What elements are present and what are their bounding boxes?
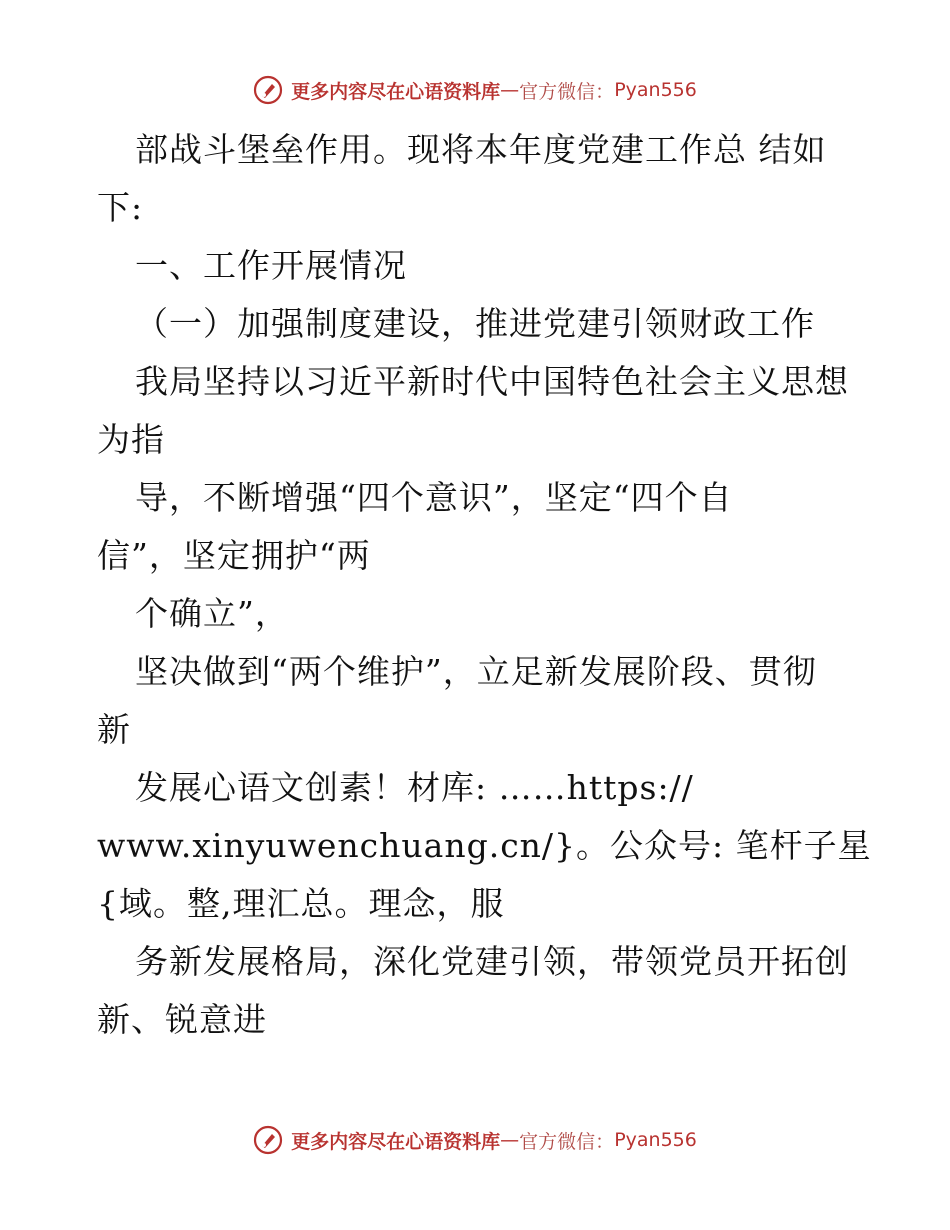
banner-wechat-id: Pyan556 <box>614 1129 697 1151</box>
text-line: 新 <box>97 710 131 749</box>
banner-wechat-id: Pyan556 <box>614 79 697 101</box>
footer-banner <box>0 1120 950 1160</box>
text-line: 部战斗堡垒作用。现将本年度党建工作总 结如 <box>135 130 827 169</box>
header-banner <box>0 70 950 110</box>
banner-wechat-label: 官方微信： <box>519 80 615 103</box>
section-heading: 一、工作开展情况 <box>135 246 407 285</box>
subsection-heading: （一）加强制度建设，推进党建引领财政工作 <box>135 304 815 343</box>
banner-main-text: 更多内容尽在心语资料库 <box>291 1130 501 1153</box>
text-line: 个确立”， <box>135 594 289 633</box>
text-line: 我局坚持以习近平新时代中国特色社会主义思想 <box>135 362 849 401</box>
text-line: 下: <box>97 188 144 227</box>
banner-main-text: 更多内容尽在心语资料库 <box>291 80 501 103</box>
text-line: 为指 <box>97 420 165 459</box>
pen-nib-logo-icon <box>253 1125 283 1155</box>
text-line: 坚决做到“两个维护”，立足新发展阶段、贯彻 <box>135 652 817 691</box>
text-line: 务新发展格局，深化党建引领，带领党员开拓创 <box>135 942 849 981</box>
text-line: 信”，坚定拥护“两 <box>97 536 371 575</box>
pen-nib-logo-icon <box>253 75 283 105</box>
text-line: 新、锐意进 <box>97 1000 267 1039</box>
text-line: www.xinyuwenchuang.cn/}。公众号: 笔杆子星 <box>97 826 872 865</box>
text-line: {域。整,理汇总。理念，服 <box>97 884 505 923</box>
text-line: 发展心语文创素！材库: ……https:// <box>135 768 694 807</box>
banner-separator: — <box>500 79 520 101</box>
text-line: 导，不断增强“四个意识”，坚定“四个自 <box>135 478 733 517</box>
banner-separator: — <box>500 1129 520 1151</box>
banner-wechat-label: 官方微信： <box>519 1130 615 1153</box>
